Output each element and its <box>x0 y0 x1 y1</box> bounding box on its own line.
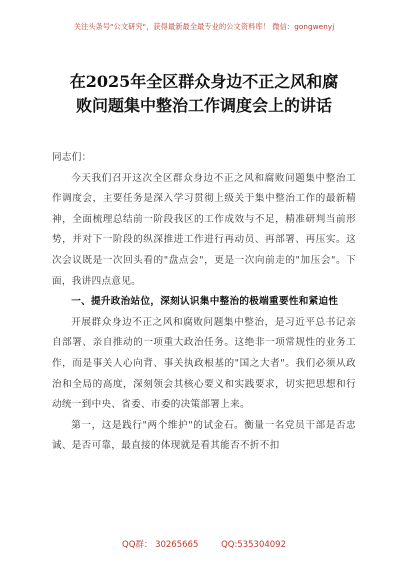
document-title <box>24 70 384 118</box>
salutation: 同志们： <box>52 152 92 163</box>
footer-contact <box>0 538 408 550</box>
section-heading: 一、提升政治站位，深刻认识集中整治的极端重要性和紧迫性 <box>71 296 339 308</box>
paragraph-intro: 今天我们召开这次全区群众身边不正之风和腐败问题集中整治工作调度会，主要任务是深入学习贯彻上级关于集中整治工作的最新精神，全面梳理总结前一阶段我区的工作成效与不足，精准研判当前形势，并对下一阶段的纵深推进工作进行再动员、再部署、再压实。这次会议既是一次回头看的"盘点会"，更是一次向前走的"加压会"。下面，我讲四点意见。 <box>52 172 356 287</box>
document-body <box>52 148 356 457</box>
footer-qq-group: QQ群： 30265665 <box>122 540 199 550</box>
header-banner: 关注头条号"公文研究"，获得最新最全最专业的公文资料库！ 微信：gongwenyj <box>73 22 335 31</box>
paragraph: 开展群众身边不正之风和腐败问题集中整治，是习近平总书记亲自部署、亲自推动的一项重大政治任务。这绝非一项常规性的业务工作，而是事关人心向背、事关执政根基的"国之大者"。我们必须从政治和全局的高度，深刻领会其核心要义和实践要求，切实把思想和行动统一到中央、省委、市委的决策部署上来。 <box>52 316 356 411</box>
footer-qq: QQ:535304092 <box>221 540 286 550</box>
paragraph: 第一，这是践行"两个维护"的试金石。衡量一名党员干部是否忠诚、是否可靠，最直接的体现就是看其能否不折不扣 <box>52 419 356 452</box>
title-line-2: 败问题集中整治工作调度会上的讲话 <box>75 96 332 115</box>
title-line-1: 在2025年全区群众身边不正之风和腐 <box>69 72 339 91</box>
